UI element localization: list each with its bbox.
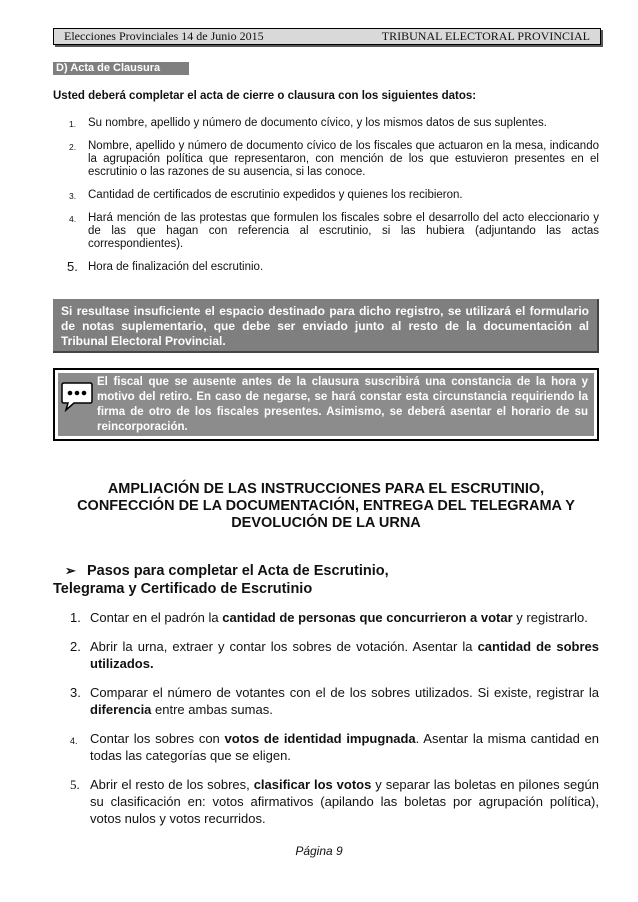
step-text: Contar en el padrón la [90,610,223,625]
item-text: Hará mención de las protestas que formulen los fiscales sobre el desarrollo del acto eleccionario y de las que hagan con referencia al escrutinio, si las hubiera (adjuntando las actas correspondientes). [88,212,599,250]
step-number: 4. [70,736,78,746]
item-number: 5. [67,259,78,274]
item-number: 1. [69,119,77,129]
header-tribunal-name: TRIBUNAL ELECTORAL PROVINCIAL [381,29,590,43]
item-number: 2. [69,142,77,152]
step-text-bold: votos de identidad impugnada [224,731,416,746]
item-text: Su nombre, apellido y número de documento cívico, y los mismos datos de sus suplentes. [88,117,547,129]
list-item [53,212,599,251]
header-election-title: Elecciones Provinciales 14 de Junio 2015 [64,29,264,43]
step-item [53,684,599,718]
list-item [53,140,599,179]
step-text: y separar las boletas en pilones según su clasificación en: votos afirmativos (apilando las boletas por agrupación política), votos nulos y votos recurridos. [90,777,599,826]
step-text-bold: diferencia [90,702,152,717]
list-item [53,261,599,274]
step-text: Abrir el resto de los sobres, [90,777,254,792]
notice-box: Si resultase insuficiente el espacio destinado para dicho registro, se utilizará el formulario de notas suplementario, que debe ser enviado junto al resto de la documentación al Tribunal Electoral Provincial. [53,299,599,353]
main-title-line: DEVOLUCIÓN DE LA URNA [231,515,421,531]
step-number: 2. [70,639,81,654]
clausura-list [53,117,599,284]
item-text: Hora de finalización del escrutinio. [88,261,264,273]
step-text-bold: cantidad de personas que concurrieron a votar [222,610,513,625]
item-text: Cantidad de certificados de escrutinio expedidos y quienes los recibieron. [88,189,463,201]
section-tag: D) Acta de Clausura [53,62,189,75]
step-text: Contar los sobres con [90,731,225,746]
step-item [53,638,599,672]
steps-heading-line: Pasos para completar el Acta de Escrutinio, [87,563,389,579]
step-number: 3. [70,685,81,700]
note-text: El fiscal que se ausente antes de la clausura suscribirá una constancia de la hora y motivo del retiro. En caso de negarse, se hará constar esta circunstancia requiriendo la firma de otro de los fiscales presentes. Asimismo, se deberá asentar el horario de su reincorporación. [97,376,588,433]
page-header [53,28,601,45]
step-text: . Asentar la misma cantidad en todas las categorías que se eligen. [90,731,599,763]
fiscal-note-box [53,368,599,441]
list-item [53,189,599,202]
steps-list [53,609,599,839]
list-item [53,117,599,130]
steps-heading-line: Telegrama y Certificado de Escrutinio [53,581,313,597]
step-item [53,776,599,827]
intro-text: Usted deberá completar el acta de cierre o clausura con los siguientes datos: [53,90,477,102]
arrow-bullet-icon: ➢ [65,563,76,578]
step-item [53,730,599,764]
step-number: 5. [70,777,80,792]
item-text: Nombre, apellido y número de documento cívico de los fiscales que actuaron en la mesa, indicando la agrupación política que representaron, con mención de los que estuvieron presentes en el escrutinio o las razones de su ausencia, si las conoce. [88,140,599,178]
item-number: 3. [69,191,77,201]
step-text: y registrarlo. [512,610,588,625]
step-item [53,609,599,626]
main-title-line: CONFECCIÓN DE LA DOCUMENTACIÓN, ENTREGA DEL TELEGRAMA Y [77,498,575,514]
main-title-line: AMPLIACIÓN DE LAS INSTRUCCIONES PARA EL ESCRUTINIO, [107,481,545,497]
step-text: Comparar el número de votantes con el de los sobres utilizados. Si existe, registrar la [90,685,599,700]
page-number: Página 9 [295,844,343,858]
steps-heading [53,562,599,598]
step-number: 1. [70,610,81,625]
main-title [53,481,599,532]
step-text: Abrir la urna, extraer y contar los sobres de votación. Asentar la [90,639,478,654]
item-number: 4. [69,214,77,224]
step-text-bold: clasificar los votos [253,777,372,792]
speech-bubble-icon [60,379,94,413]
step-text: entre ambas sumas. [151,702,273,717]
step-text-bold: cantidad de sobres utilizados. [90,639,599,671]
note-background [58,373,594,436]
